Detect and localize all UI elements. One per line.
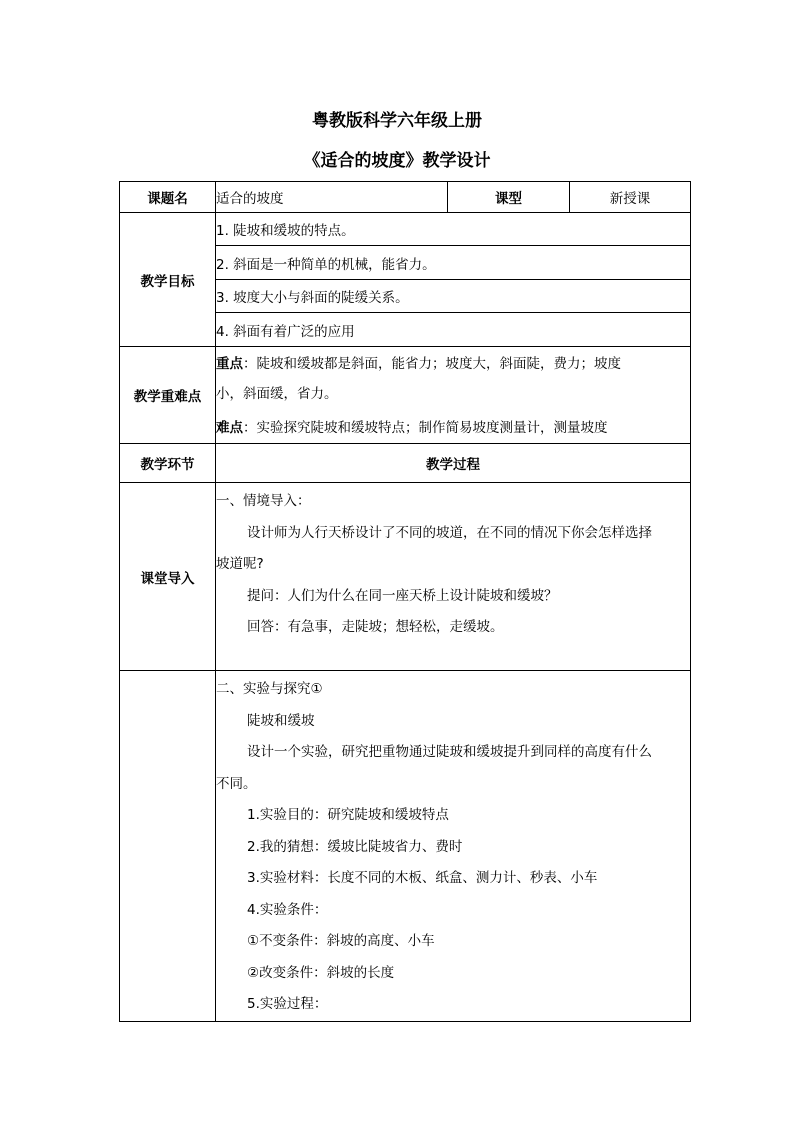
document-subtitle: 《适合的坡度》教学设计 bbox=[303, 151, 491, 171]
key-points-label: 教学重难点 bbox=[120, 347, 216, 444]
experiment-line: ①不变条件：斜坡的高度、小车 bbox=[247, 933, 435, 949]
intro-line: 坡道呢? bbox=[216, 556, 264, 572]
experiment-line: 3.实验材料：长度不同的木板、纸盒、测力计、秒表、小车 bbox=[247, 870, 598, 886]
lesson-name-value: 适合的坡度 bbox=[216, 182, 448, 213]
experiment-content bbox=[216, 671, 691, 1022]
objective-row bbox=[120, 213, 691, 246]
objectives-label: 教学目标 bbox=[120, 213, 216, 347]
experiment-line: 二、实验与探究① bbox=[216, 681, 323, 697]
intro-content bbox=[216, 483, 691, 671]
lesson-type-value: 新授课 bbox=[570, 182, 691, 213]
experiment-line: 5.实验过程： bbox=[247, 996, 328, 1012]
key-text-1: ：陡坡和缓坡都是斜面，能省力；坡度大，斜面陡，费力；坡度 bbox=[243, 356, 621, 372]
intro-line: 一、情境导入： bbox=[216, 493, 311, 509]
intro-row bbox=[120, 483, 691, 671]
key-points-content bbox=[216, 347, 691, 444]
key-points-row bbox=[120, 347, 691, 444]
difficult-text: ：实验探究陡坡和缓坡特点；制作简易坡度测量计，测量坡度 bbox=[243, 420, 608, 436]
process-header-row bbox=[120, 444, 691, 483]
key-text-2: 小，斜面缓，省力。 bbox=[216, 386, 338, 402]
stage-column-header: 教学环节 bbox=[120, 444, 216, 483]
experiment-line: 陡坡和缓坡 bbox=[247, 712, 315, 729]
lesson-name-label: 课题名 bbox=[120, 182, 216, 213]
lesson-header-row bbox=[120, 182, 691, 213]
experiment-stage-label bbox=[120, 671, 216, 1022]
document-title: 粤教版科学六年级上册 bbox=[312, 111, 482, 131]
experiment-line: 1.实验目的：研究陡坡和缓坡特点 bbox=[247, 807, 449, 823]
experiment-row bbox=[120, 671, 691, 1022]
experiment-line: 4.实验条件： bbox=[247, 901, 328, 918]
difficult-point-line bbox=[216, 409, 690, 443]
objective-item-3: 3. 坡度大小与斜面的陡缓关系。 bbox=[216, 280, 691, 313]
lesson-plan-table bbox=[119, 181, 691, 1022]
experiment-line: 设计一个实验，研究把重物通过陡玻和缓坡提升到同样的高度有什么 bbox=[247, 744, 652, 760]
intro-line: 回答：有急事，走陡坡；想轻松，走缓坡。 bbox=[247, 619, 504, 635]
intro-stage-label: 课堂导入 bbox=[120, 483, 216, 671]
key-label: 重点 bbox=[216, 356, 243, 372]
experiment-line: 2.我的猜想：缓坡比陡坡省力、费时 bbox=[247, 838, 463, 855]
intro-line: 设计师为人行天桥设计了不同的坡道，在不同的情况下你会怎样选择 bbox=[247, 524, 652, 541]
key-point-line-1 bbox=[216, 349, 690, 379]
process-column-header: 教学过程 bbox=[216, 444, 691, 483]
experiment-line: 不同。 bbox=[216, 775, 257, 792]
intro-line: 提问：人们为什么在同一座天桥上设计陡坡和缓坡？ bbox=[247, 587, 558, 604]
objective-item-2: 2. 斜面是一种简单的机械，能省力。 bbox=[216, 246, 691, 280]
experiment-line: ②改变条件：斜坡的长度 bbox=[247, 964, 395, 981]
objective-item-1: 1. 陡坡和缓坡的特点。 bbox=[216, 213, 691, 246]
objective-item-4: 4. 斜面有着广泛的应用 bbox=[216, 313, 691, 347]
lesson-type-label: 课型 bbox=[448, 182, 570, 213]
difficult-label: 难点 bbox=[216, 420, 243, 436]
